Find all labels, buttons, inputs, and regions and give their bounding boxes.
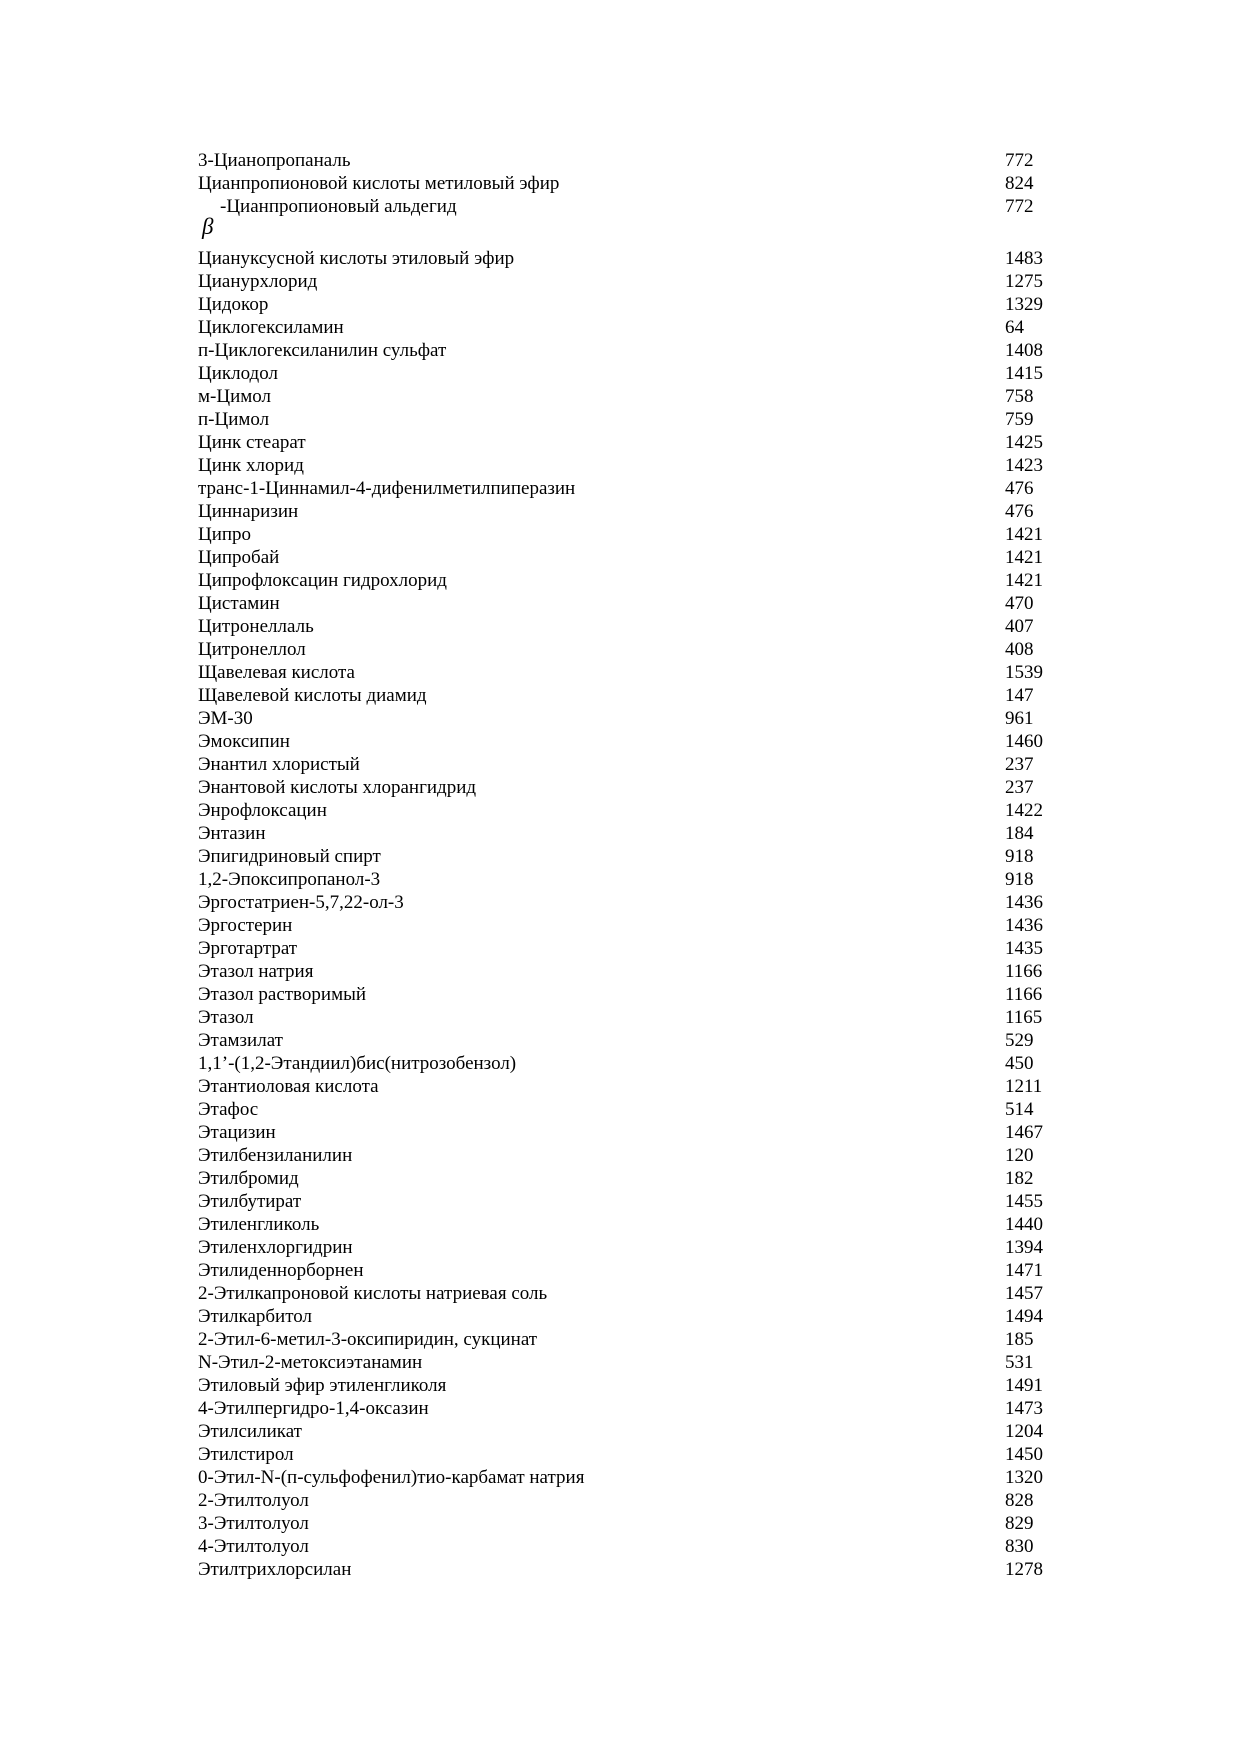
entry-page-number: 408 bbox=[1005, 639, 1034, 660]
index-entry bbox=[198, 937, 1078, 960]
entry-page-number: 829 bbox=[1005, 1513, 1034, 1534]
entry-name: п-Цимол bbox=[198, 409, 270, 430]
index-entry bbox=[198, 845, 1078, 868]
entry-page-number: 1435 bbox=[1005, 938, 1043, 959]
entry-page-number: 1460 bbox=[1005, 731, 1043, 752]
index-entry bbox=[198, 1282, 1078, 1305]
index-entry bbox=[198, 1213, 1078, 1236]
entry-name: Энантил хлористый bbox=[198, 754, 360, 775]
entry-name: Этиленхлоргидрин bbox=[198, 1237, 353, 1258]
entry-name: м-Цимол bbox=[198, 386, 271, 407]
index-entry bbox=[198, 753, 1078, 776]
entry-name: 2-Этилкапроновой кислоты натриевая соль bbox=[198, 1283, 548, 1304]
entry-name: Циклогексиламин bbox=[198, 317, 344, 338]
entry-page-number: 1483 bbox=[1005, 248, 1043, 269]
entry-page-number: 407 bbox=[1005, 616, 1034, 637]
index-entry bbox=[198, 385, 1078, 408]
index-entry bbox=[198, 408, 1078, 431]
index-entry bbox=[198, 1397, 1078, 1420]
entry-page-number: 237 bbox=[1005, 754, 1034, 775]
index-entry bbox=[198, 454, 1078, 477]
index-entry bbox=[198, 523, 1078, 546]
entry-page-number: 918 bbox=[1005, 869, 1034, 890]
index-entry bbox=[198, 822, 1078, 845]
index-entry bbox=[198, 1052, 1078, 1075]
entry-name: Этилтрихлорсилан bbox=[198, 1559, 352, 1580]
index-entry bbox=[198, 1006, 1078, 1029]
index-entry bbox=[198, 1512, 1078, 1535]
entry-page-number: 120 bbox=[1005, 1145, 1034, 1166]
entry-name: 2-Этилтолуол bbox=[198, 1490, 309, 1511]
entry-name: Этилбутират bbox=[198, 1191, 302, 1212]
entry-name: Ципробай bbox=[198, 547, 280, 568]
entry-name: Этазол bbox=[198, 1007, 254, 1028]
index-entry bbox=[198, 1259, 1078, 1282]
index-entry bbox=[198, 983, 1078, 1006]
index-entry bbox=[198, 615, 1078, 638]
index-entry bbox=[198, 684, 1078, 707]
entry-page-number: 1494 bbox=[1005, 1306, 1043, 1327]
entry-name: 4-Этилпергидро-1,4-оксазин bbox=[198, 1398, 429, 1419]
index-entries-list bbox=[198, 149, 1078, 1581]
entry-name: Этацизин bbox=[198, 1122, 276, 1143]
entry-page-number: 470 bbox=[1005, 593, 1034, 614]
index-entry bbox=[198, 247, 1078, 270]
entry-page-number: 237 bbox=[1005, 777, 1034, 798]
entry-page-number: 531 bbox=[1005, 1352, 1034, 1373]
index-entry bbox=[198, 730, 1078, 753]
entry-name: Эпигидриновый спирт bbox=[198, 846, 381, 867]
entry-name: Этантиоловая кислота bbox=[198, 1076, 379, 1097]
entry-page-number: 1423 bbox=[1005, 455, 1043, 476]
entry-name: Цитронеллол bbox=[198, 639, 306, 660]
entry-name: п-Циклогексиланилин сульфат bbox=[198, 340, 447, 361]
entry-page-number: 1329 bbox=[1005, 294, 1043, 315]
entry-page-number: 1408 bbox=[1005, 340, 1043, 361]
index-entry bbox=[198, 477, 1078, 500]
entry-name: Этилбензиланилин bbox=[198, 1145, 353, 1166]
entry-page-number: 1436 bbox=[1005, 892, 1043, 913]
entry-page-number: 1467 bbox=[1005, 1122, 1043, 1143]
entry-page-number: 1211 bbox=[1005, 1076, 1043, 1097]
entry-name: Ципрофлоксацин гидрохлорид bbox=[198, 570, 447, 591]
index-entry bbox=[198, 868, 1078, 891]
entry-page-number: 1415 bbox=[1005, 363, 1043, 384]
entry-page-number: 1421 bbox=[1005, 524, 1043, 545]
entry-name: Этилбромид bbox=[198, 1168, 299, 1189]
entry-page-number: 1457 bbox=[1005, 1283, 1043, 1304]
entry-page-number: 185 bbox=[1005, 1329, 1034, 1350]
entry-page-number: 64 bbox=[1005, 317, 1024, 338]
entry-page-number: 830 bbox=[1005, 1536, 1034, 1557]
entry-name: Этазол натрия bbox=[198, 961, 314, 982]
entry-name: Энантовой кислоты хлорангидрид bbox=[198, 777, 477, 798]
index-entry bbox=[198, 1374, 1078, 1397]
entry-page-number: 1440 bbox=[1005, 1214, 1043, 1235]
entry-page-number: 1166 bbox=[1005, 961, 1043, 982]
entry-name: -Цианпропионовый альдегид bbox=[220, 196, 457, 217]
entry-page-number: 828 bbox=[1005, 1490, 1034, 1511]
entry-name: Этилстирол bbox=[198, 1444, 294, 1465]
index-entry bbox=[198, 1328, 1078, 1351]
entry-page-number: 1491 bbox=[1005, 1375, 1043, 1396]
index-entry bbox=[198, 1167, 1078, 1190]
index-entry bbox=[198, 1443, 1078, 1466]
index-entry bbox=[198, 638, 1078, 661]
entry-page-number: 758 bbox=[1005, 386, 1034, 407]
index-entry bbox=[198, 1121, 1078, 1144]
index-entry bbox=[198, 195, 1078, 247]
index-entry bbox=[198, 546, 1078, 569]
index-entry bbox=[198, 1420, 1078, 1443]
entry-name: Цианурхлорид bbox=[198, 271, 318, 292]
entry-page-number: 182 bbox=[1005, 1168, 1034, 1189]
entry-page-number: 772 bbox=[1005, 150, 1034, 171]
entry-name: Цианпропионовой кислоты метиловый эфир bbox=[198, 173, 560, 194]
index-entry bbox=[198, 707, 1078, 730]
index-entry bbox=[198, 891, 1078, 914]
index-entry bbox=[198, 172, 1078, 195]
index-entry bbox=[198, 799, 1078, 822]
entry-page-number: 1394 bbox=[1005, 1237, 1043, 1258]
index-entry bbox=[198, 1305, 1078, 1328]
entry-name: Щавелевая кислота bbox=[198, 662, 355, 683]
entry-page-number: 1539 bbox=[1005, 662, 1043, 683]
index-entry bbox=[198, 776, 1078, 799]
index-entry bbox=[198, 1351, 1078, 1374]
entry-name: Цинк стеарат bbox=[198, 432, 306, 453]
index-entry bbox=[198, 1236, 1078, 1259]
entry-name: Этамзилат bbox=[198, 1030, 283, 1051]
entry-page-number: 1278 bbox=[1005, 1559, 1043, 1580]
index-entry bbox=[198, 1466, 1078, 1489]
index-entry bbox=[198, 149, 1078, 172]
index-entry bbox=[198, 592, 1078, 615]
index-entry bbox=[198, 270, 1078, 293]
entry-name: Циннаризин bbox=[198, 501, 299, 522]
index-entry bbox=[198, 1489, 1078, 1512]
index-entry bbox=[198, 316, 1078, 339]
index-entry bbox=[198, 500, 1078, 523]
entry-name: Этилсиликат bbox=[198, 1421, 302, 1442]
entry-page-number: 1422 bbox=[1005, 800, 1043, 821]
entry-name: 2-Этил-6-метил-3-оксипиридин, сукцинат bbox=[198, 1329, 538, 1350]
entry-name: 0-Этил-N-(п-сульфофенил)тио-карбамат натрия bbox=[198, 1467, 585, 1488]
entry-name: транс-1-Циннамил-4-дифенилметилпиперазин bbox=[198, 478, 576, 499]
entry-name: 1,2-Эпоксипропанол-3 bbox=[198, 869, 381, 890]
index-entry bbox=[198, 293, 1078, 316]
entry-name: Ципро bbox=[198, 524, 252, 545]
entry-name: Энрофлоксацин bbox=[198, 800, 327, 821]
index-entry bbox=[198, 1029, 1078, 1052]
entry-name: 4-Этилтолуол bbox=[198, 1536, 309, 1557]
entry-name: N-Этил-2-метоксиэтанамин bbox=[198, 1352, 423, 1373]
entry-name: Цитронеллаль bbox=[198, 616, 314, 637]
entry-page-number: 1166 bbox=[1005, 984, 1043, 1005]
entry-name: Этафос bbox=[198, 1099, 259, 1120]
beta-symbol: β bbox=[202, 214, 214, 239]
entry-name: 3-Цианопропаналь bbox=[198, 150, 351, 171]
index-entry bbox=[198, 914, 1078, 937]
entry-page-number: 476 bbox=[1005, 478, 1034, 499]
entry-page-number: 1421 bbox=[1005, 570, 1043, 591]
entry-name: 1,1’-(1,2-Этандиил)бис(нитрозобензол) bbox=[198, 1053, 517, 1074]
entry-page-number: 184 bbox=[1005, 823, 1034, 844]
entry-page-number: 961 bbox=[1005, 708, 1034, 729]
entry-page-number: 759 bbox=[1005, 409, 1034, 430]
entry-page-number: 1204 bbox=[1005, 1421, 1043, 1442]
entry-page-number: 529 bbox=[1005, 1030, 1034, 1051]
entry-page-number: 1450 bbox=[1005, 1444, 1043, 1465]
entry-page-number: 514 bbox=[1005, 1099, 1034, 1120]
entry-name: Цидокор bbox=[198, 294, 269, 315]
entry-page-number: 1421 bbox=[1005, 547, 1043, 568]
entry-name: Этилиденнорборнен bbox=[198, 1260, 364, 1281]
entry-page-number: 824 bbox=[1005, 173, 1034, 194]
entry-name: Эргостерин bbox=[198, 915, 293, 936]
index-entry bbox=[198, 1098, 1078, 1121]
entry-name: Этилкарбитол bbox=[198, 1306, 312, 1327]
entry-page-number: 450 bbox=[1005, 1053, 1034, 1074]
entry-name: Циануксусной кислоты этиловый эфир bbox=[198, 248, 515, 269]
entry-name: Этазол растворимый bbox=[198, 984, 367, 1005]
entry-name: Циклодол bbox=[198, 363, 278, 384]
index-entry bbox=[198, 1075, 1078, 1098]
entry-page-number: 772 bbox=[1005, 196, 1034, 217]
entry-page-number: 1455 bbox=[1005, 1191, 1043, 1212]
entry-name: Энтазин bbox=[198, 823, 266, 844]
entry-name: Цинк хлорид bbox=[198, 455, 304, 476]
entry-page-number: 1473 bbox=[1005, 1398, 1043, 1419]
entry-page-number: 1320 bbox=[1005, 1467, 1043, 1488]
entry-name: Эрготартрат bbox=[198, 938, 298, 959]
entry-page-number: 1436 bbox=[1005, 915, 1043, 936]
entry-page-number: 1425 bbox=[1005, 432, 1043, 453]
entry-page-number: 1471 bbox=[1005, 1260, 1043, 1281]
entry-page-number: 918 bbox=[1005, 846, 1034, 867]
entry-page-number: 1165 bbox=[1005, 1007, 1043, 1028]
index-entry bbox=[198, 362, 1078, 385]
index-entry bbox=[198, 569, 1078, 592]
entry-name: Этиленгликоль bbox=[198, 1214, 320, 1235]
index-entry bbox=[198, 1558, 1078, 1581]
index-entry bbox=[198, 339, 1078, 362]
entry-name: ЭМ-30 bbox=[198, 708, 253, 729]
index-entry bbox=[198, 1535, 1078, 1558]
entry-page-number: 1275 bbox=[1005, 271, 1043, 292]
entry-page-number: 147 bbox=[1005, 685, 1034, 706]
index-entry bbox=[198, 1144, 1078, 1167]
index-entry bbox=[198, 1190, 1078, 1213]
index-entry bbox=[198, 431, 1078, 454]
entry-name: 3-Этилтолуол bbox=[198, 1513, 309, 1534]
index-entry bbox=[198, 661, 1078, 684]
entry-name: Эмоксипин bbox=[198, 731, 290, 752]
entry-name: Щавелевой кислоты диамид bbox=[198, 685, 427, 706]
entry-name: Эргостатриен-5,7,22-ол-3 bbox=[198, 892, 404, 913]
entry-name: Этиловый эфир этиленгликоля bbox=[198, 1375, 447, 1396]
entry-name: Цистамин bbox=[198, 593, 280, 614]
index-entry bbox=[198, 960, 1078, 983]
entry-page-number: 476 bbox=[1005, 501, 1034, 522]
